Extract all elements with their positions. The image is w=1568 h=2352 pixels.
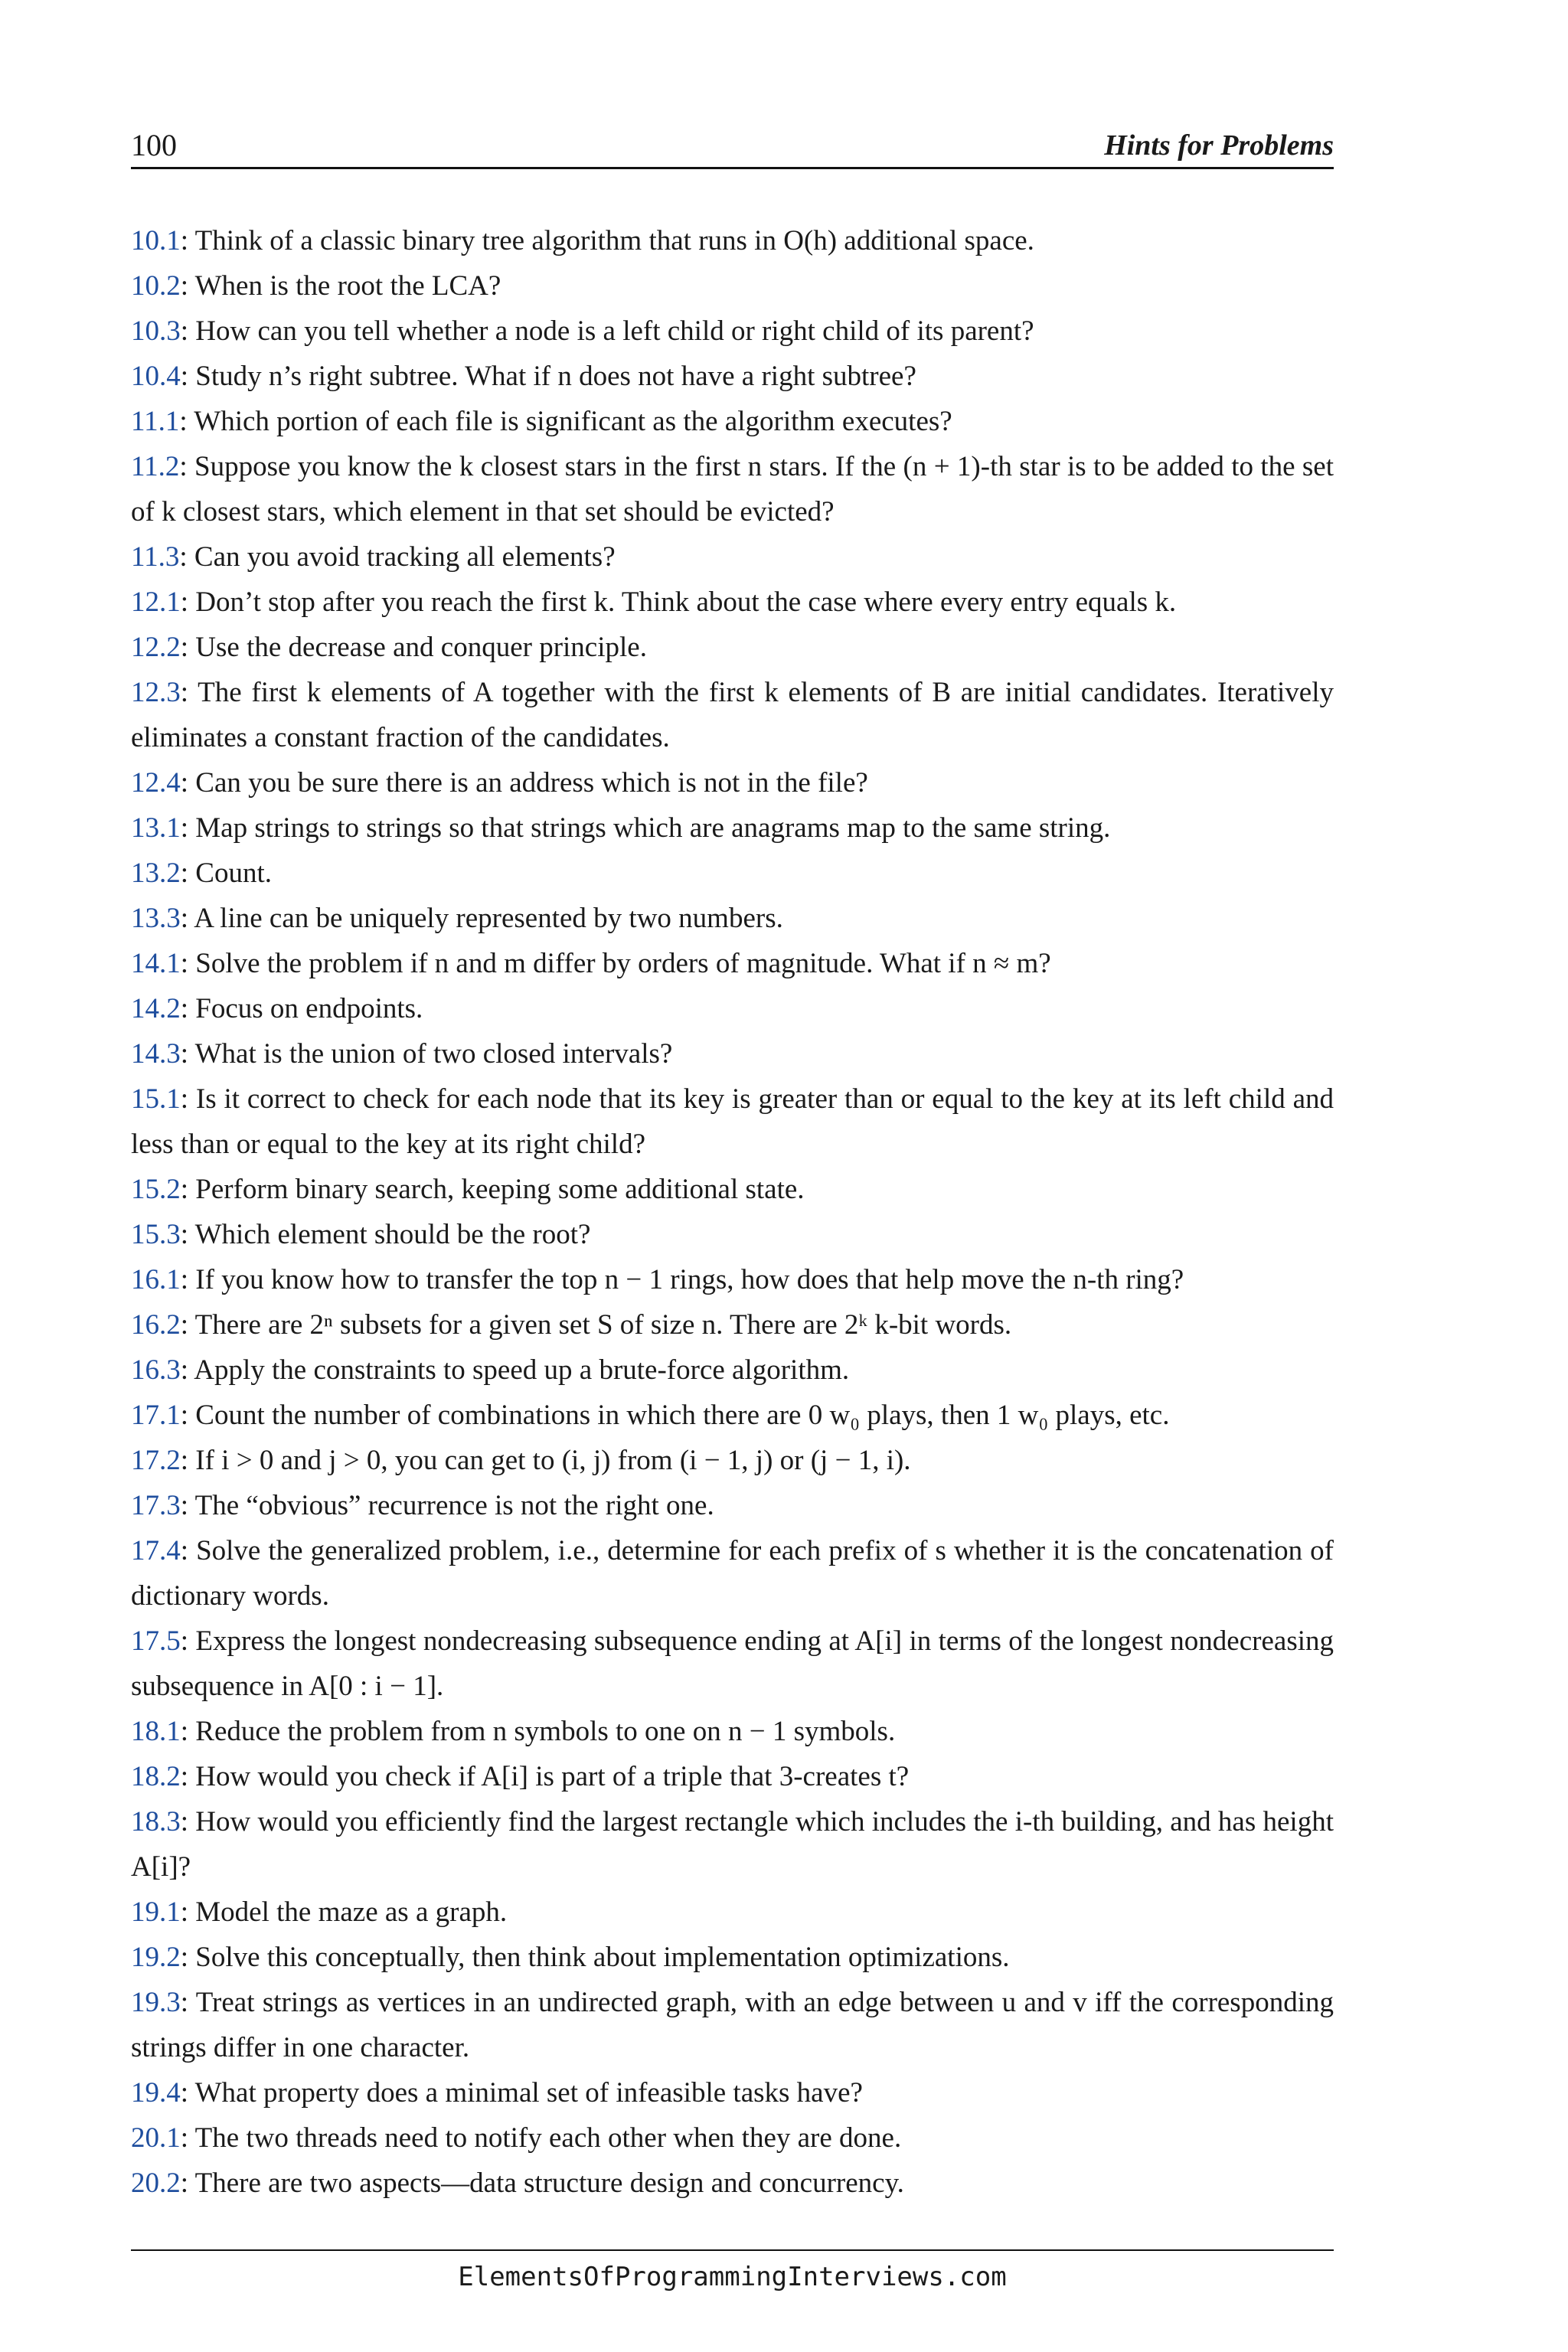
- hint-item: 13.1: Map strings to strings so that strings which are anagrams map to the same string.: [131, 812, 1111, 844]
- hint-text: Model the maze as a graph.: [195, 1896, 508, 1928]
- hint-text: If you know how to transfer the top n − 1 rings, how does that help move the n-th ring?: [195, 1264, 1184, 1295]
- hint-link[interactable]: 12.3: [131, 677, 181, 708]
- page-header: [131, 122, 1334, 169]
- page-number: 100: [131, 128, 177, 162]
- hint-link[interactable]: 10.2: [131, 270, 181, 302]
- hint-text: Apply the constraints to speed up a brute-force algorithm.: [194, 1354, 850, 1386]
- hint-link[interactable]: 15.2: [131, 1174, 181, 1205]
- hint-item: 19.4: What property does a minimal set of infeasible tasks have?: [131, 2077, 863, 2109]
- hint-link[interactable]: 14.3: [131, 1038, 181, 1070]
- hint-link[interactable]: 10.3: [131, 315, 181, 347]
- hint-text: The first k elements of A together with the first k elements of B are initial candidates. Iteratively eliminates a constant fraction of the candidates.: [131, 677, 1334, 753]
- hint-link[interactable]: 14.2: [131, 993, 181, 1024]
- hint-link[interactable]: 15.3: [131, 1219, 181, 1250]
- page-footer: [131, 2249, 1334, 2292]
- hint-item: 16.2: There are 2ⁿ subsets for a given set S of size n. There are 2ᵏ k-bit words.: [131, 1309, 1012, 1341]
- hint-link[interactable]: 18.1: [131, 1716, 181, 1747]
- hint-item: 13.2: Count.: [131, 858, 272, 889]
- hint-text: What is the union of two closed intervals?: [194, 1038, 673, 1070]
- hint-item: 17.2: If i > 0 and j > 0, you can get to (i, j) from (i − 1, j) or (j − 1, i).: [131, 1445, 911, 1476]
- hint-text: What property does a minimal set of infeasible tasks have?: [194, 2077, 863, 2109]
- hint-text: There are two aspects—data structure design and concurrency.: [194, 2167, 904, 2199]
- hint-text: Which element should be the root?: [194, 1219, 591, 1250]
- hint-item: 15.2: Perform binary search, keeping some additional state.: [131, 1174, 805, 1205]
- hint-text: Use the decrease and conquer principle.: [195, 632, 647, 663]
- hint-item: 19.1: Model the maze as a graph.: [131, 1896, 508, 1928]
- hint-text: Solve the generalized problem, i.e., determine for each prefix of s whether it is the concatenation of dictionary words.: [131, 1535, 1334, 1612]
- hint-text: Solve the problem if n and m differ by orders of magnitude. What if n ≈ m?: [195, 948, 1051, 979]
- hint-text: Perform binary search, keeping some additional state.: [195, 1174, 805, 1205]
- hint-item: 18.3: How would you efficiently find the largest rectangle which includes the i-th building, and has height A[i]?: [131, 1806, 1334, 1883]
- hints-list: [131, 218, 1334, 2206]
- hint-text: Is it correct to check for each node that its key is greater than or equal to the key at its left child and less than or equal to the key at its right child?: [131, 1083, 1334, 1160]
- footer-url: ElementsOfProgrammingInterviews.com: [458, 2262, 1007, 2292]
- hint-item: 19.2: Solve this conceptually, then think about implementation optimizations.: [131, 1942, 1010, 1973]
- hint-link[interactable]: 20.2: [131, 2167, 181, 2199]
- hint-text: Count the number of combinations in which there are 0 w₀ plays, then 1 w₀ plays, etc.: [195, 1400, 1170, 1431]
- hint-item: 17.5: Express the longest nondecreasing subsequence ending at A[i] in terms of the longest nondecreasing subsequence in A[0 : i − 1].: [131, 1625, 1334, 1702]
- hint-item: 13.3: A line can be uniquely represented by two numbers.: [131, 903, 783, 934]
- hint-item: 14.3: What is the union of two closed intervals?: [131, 1038, 673, 1070]
- hint-link[interactable]: 17.3: [131, 1490, 181, 1521]
- hint-item: 10.1: Think of a classic binary tree algorithm that runs in O(h) additional space.: [131, 225, 1034, 256]
- hint-item: 12.3: The first k elements of A together with the first k elements of B are initial candidates. Iteratively eliminates a constant fraction of the candidates.: [131, 677, 1334, 753]
- hint-item: 18.1: Reduce the problem from n symbols to one on n − 1 symbols.: [131, 1716, 896, 1747]
- hint-link[interactable]: 10.4: [131, 361, 181, 392]
- hint-text: Suppose you know the k closest stars in the first n stars. If the (n + 1)-th star is to be added to the set of k closest stars, which element in that set should be evicted?: [131, 451, 1334, 528]
- hint-item: 18.2: How would you check if A[i] is part of a triple that 3-creates t?: [131, 1761, 910, 1792]
- hint-item: 12.2: Use the decrease and conquer principle.: [131, 632, 647, 663]
- hint-text: There are 2ⁿ subsets for a given set S of size n. There are 2ᵏ k-bit words.: [194, 1309, 1012, 1341]
- hint-link[interactable]: 16.3: [131, 1354, 181, 1386]
- hint-text: Treat strings as vertices in an undirected graph, with an edge between u and v iff the corresponding strings differ in one character.: [131, 1987, 1334, 2063]
- hint-link[interactable]: 11.2: [131, 451, 180, 482]
- hint-item: 11.1: Which portion of each file is significant as the algorithm executes?: [131, 406, 952, 437]
- hint-item: 12.1: Don’t stop after you reach the first k. Think about the case where every entry equals k.: [131, 586, 1177, 618]
- hint-link[interactable]: 12.4: [131, 767, 181, 799]
- hint-item: 10.4: Study n’s right subtree. What if n does not have a right subtree?: [131, 361, 916, 392]
- hint-item: 17.3: The “obvious” recurrence is not the right one.: [131, 1490, 714, 1521]
- hint-item: 14.1: Solve the problem if n and m differ by orders of magnitude. What if n ≈ m?: [131, 948, 1051, 979]
- hint-item: 17.4: Solve the generalized problem, i.e., determine for each prefix of s whether it is the concatenation of dictionary words.: [131, 1535, 1334, 1612]
- hint-link[interactable]: 13.2: [131, 858, 181, 889]
- hint-text: If i > 0 and j > 0, you can get to (i, j) from (i − 1, j) or (j − 1, i).: [195, 1445, 911, 1476]
- hint-text: The “obvious” recurrence is not the right one.: [194, 1490, 714, 1521]
- hint-link[interactable]: 16.1: [131, 1264, 181, 1295]
- hint-text: Express the longest nondecreasing subsequence ending at A[i] in terms of the longest nondecreasing subsequence in A[0 : i − 1].: [131, 1625, 1334, 1702]
- hint-link[interactable]: 11.3: [131, 541, 180, 573]
- hint-link[interactable]: 18.2: [131, 1761, 181, 1792]
- hint-item: 19.3: Treat strings as vertices in an undirected graph, with an edge between u and v iff the corresponding strings differ in one character.: [131, 1987, 1334, 2063]
- hint-item: 20.1: The two threads need to notify each other when they are done.: [131, 2122, 902, 2154]
- hint-item: 15.1: Is it correct to check for each node that its key is greater than or equal to the key at its left child and less than or equal to the key at its right child?: [131, 1083, 1334, 1160]
- hint-text: Which portion of each file is significant as the algorithm executes?: [194, 406, 952, 437]
- hint-item: 12.4: Can you be sure there is an address which is not in the file?: [131, 767, 868, 799]
- hint-link[interactable]: 16.2: [131, 1309, 181, 1341]
- hint-text: When is the root the LCA?: [194, 270, 501, 302]
- hint-item: 16.1: If you know how to transfer the top n − 1 rings, how does that help move the n-th ring?: [131, 1264, 1184, 1295]
- hint-link[interactable]: 17.1: [131, 1400, 181, 1431]
- hint-item: 14.2: Focus on endpoints.: [131, 993, 423, 1024]
- hint-link[interactable]: 18.3: [131, 1806, 181, 1838]
- hint-text: Can you be sure there is an address which is not in the file?: [195, 767, 868, 799]
- hint-item: 17.1: Count the number of combinations in which there are 0 w₀ plays, then 1 w₀ plays, etc.: [131, 1400, 1170, 1431]
- hint-text: How can you tell whether a node is a left child or right child of its parent?: [195, 315, 1034, 347]
- hint-text: Don’t stop after you reach the first k. Think about the case where every entry equals k.: [195, 586, 1177, 618]
- hint-text: Focus on endpoints.: [195, 993, 423, 1024]
- hint-item: 10.3: How can you tell whether a node is a left child or right child of its parent?: [131, 315, 1034, 347]
- hint-text: Study n’s right subtree. What if n does not have a right subtree?: [195, 361, 916, 392]
- hint-link[interactable]: 14.1: [131, 948, 181, 979]
- hint-item: 15.3: Which element should be the root?: [131, 1219, 591, 1250]
- hint-link[interactable]: 12.1: [131, 586, 181, 618]
- hint-text: Think of a classic binary tree algorithm that runs in O(h) additional space.: [194, 225, 1034, 256]
- hint-link[interactable]: 13.3: [131, 903, 181, 934]
- hint-link[interactable]: 11.1: [131, 406, 180, 437]
- hint-link[interactable]: 19.3: [131, 1987, 181, 2018]
- hint-item: 10.2: When is the root the LCA?: [131, 270, 501, 302]
- hint-item: 11.2: Suppose you know the k closest stars in the first n stars. If the (n + 1)-th star is to be added to the set of k closest stars, which element in that set should be evicted?: [131, 451, 1334, 528]
- hint-item: 16.3: Apply the constraints to speed up a brute-force algorithm.: [131, 1354, 850, 1386]
- running-title: Hints for Problems: [1104, 129, 1334, 162]
- hint-link[interactable]: 12.2: [131, 632, 181, 663]
- hint-link[interactable]: 19.2: [131, 1942, 181, 1973]
- hint-text: How would you efficiently find the largest rectangle which includes the i-th building, and has height A[i]?: [131, 1806, 1334, 1883]
- hint-text: Can you avoid tracking all elements?: [194, 541, 616, 573]
- hint-link[interactable]: 15.1: [131, 1083, 181, 1115]
- hint-item: 20.2: There are two aspects—data structure design and concurrency.: [131, 2167, 904, 2199]
- hint-text: Reduce the problem from n symbols to one on n − 1 symbols.: [195, 1716, 896, 1747]
- hint-link[interactable]: 20.1: [131, 2122, 181, 2154]
- hint-link[interactable]: 17.2: [131, 1445, 181, 1476]
- hint-text: Count.: [195, 858, 272, 889]
- hint-link[interactable]: 19.4: [131, 2077, 181, 2109]
- hint-link[interactable]: 17.4: [131, 1535, 181, 1566]
- hint-text: Solve this conceptually, then think about implementation optimizations.: [195, 1942, 1010, 1973]
- hint-text: A line can be uniquely represented by two numbers.: [194, 903, 783, 934]
- hint-link[interactable]: 13.1: [131, 812, 181, 844]
- hint-link[interactable]: 17.5: [131, 1625, 181, 1657]
- hint-link[interactable]: 19.1: [131, 1896, 181, 1928]
- hint-text: The two threads need to notify each other when they are done.: [194, 2122, 902, 2154]
- hint-item: 11.3: Can you avoid tracking all elements?: [131, 541, 616, 573]
- hint-link[interactable]: 10.1: [131, 225, 181, 256]
- hint-text: Map strings to strings so that strings which are anagrams map to the same string.: [195, 812, 1111, 844]
- hint-text: How would you check if A[i] is part of a triple that 3-creates t?: [195, 1761, 910, 1792]
